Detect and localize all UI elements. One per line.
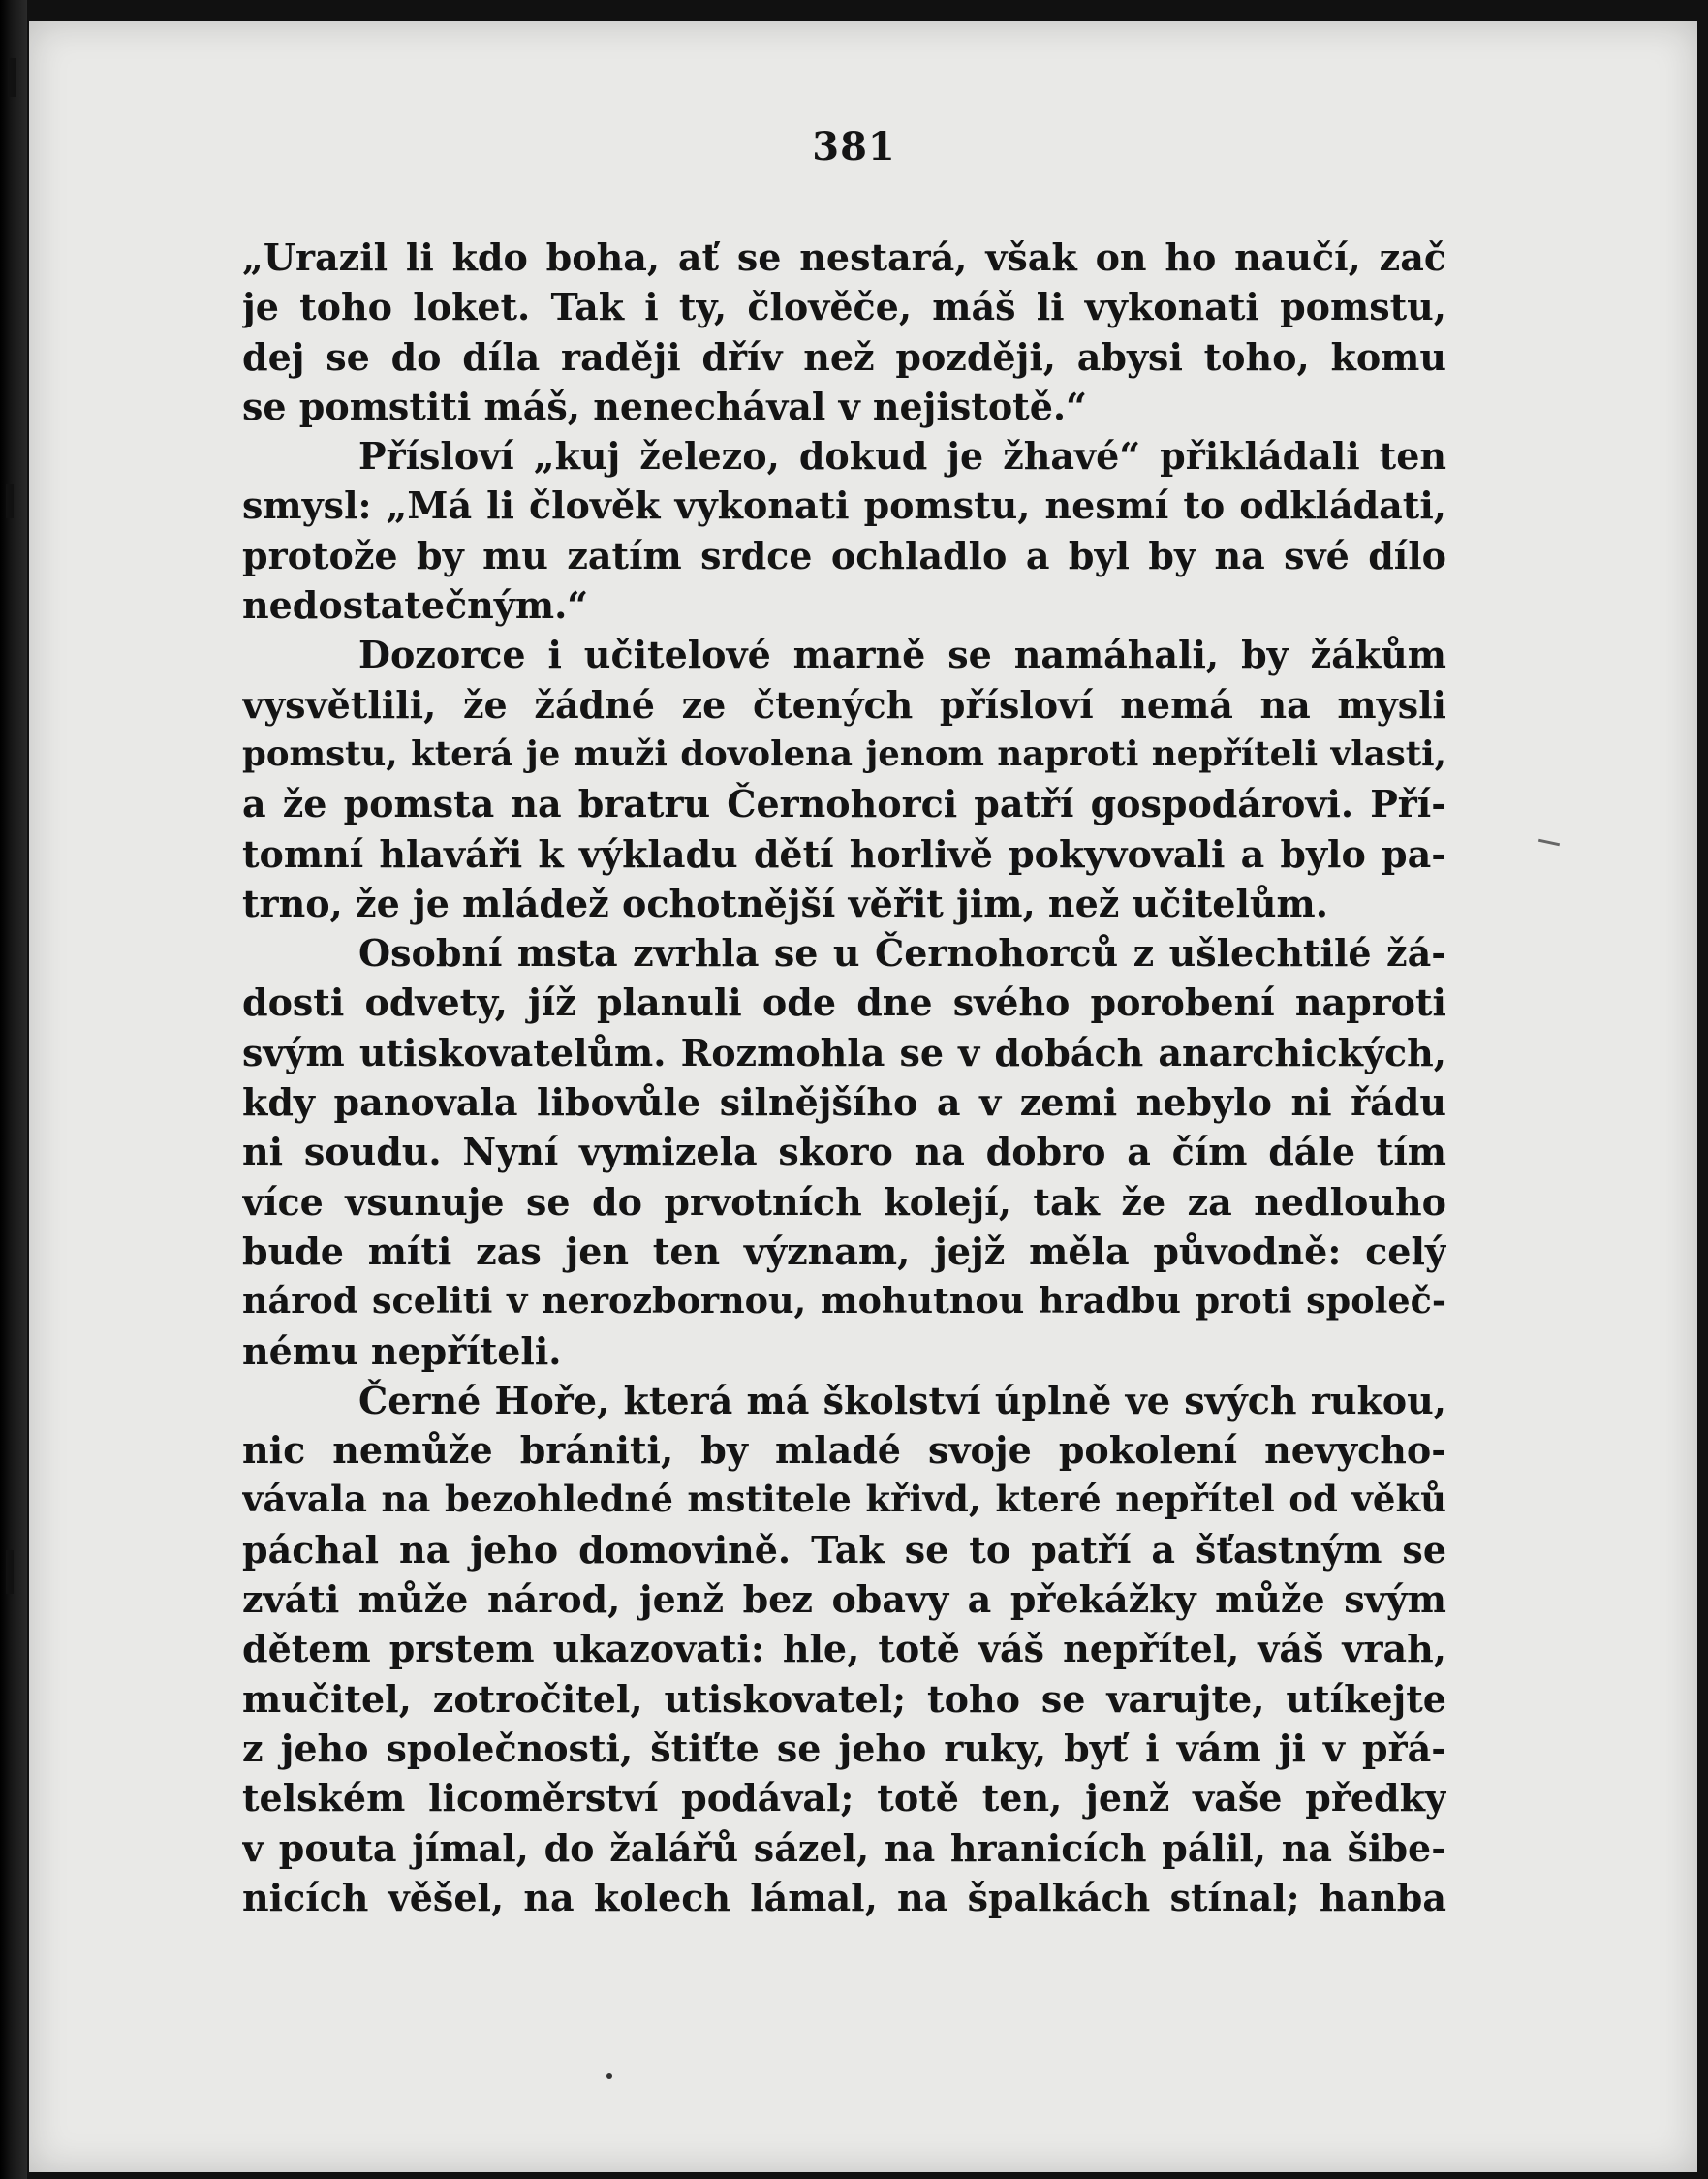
text-line: Dozorce i učitelové marně se namáhali, by žákům: [358, 633, 1446, 677]
text-line: nedostatečným.“: [242, 583, 589, 628]
text-line: dětem prstem ukazovati: hle, totě váš nepřítel, váš vrah,: [242, 1627, 1446, 1671]
text-line: vysvětlili, že žádné ze čtených přísloví nemá na mysli: [242, 682, 1446, 727]
text-line: zváti může národ, jenž bez obavy a překážky může svým: [242, 1577, 1446, 1622]
edge-mark: [8, 58, 16, 97]
edge-mark: [6, 484, 14, 518]
text-line: telském licoměrství podával; totě ten, jenž vaše předky: [242, 1776, 1446, 1821]
text-line: Černé Hoře, která má školství úplně ve svých rukou,: [358, 1378, 1446, 1422]
text-line: tomní hlaváři k výkladu dětí horlivě pokyvovali a bylo pa-: [242, 831, 1446, 876]
text-line: dosti odvety, jíž planuli ode dne svého porobení naproti: [242, 981, 1446, 1025]
text-line: se pomstiti máš, nenechával v nejistotě.“: [242, 384, 1087, 428]
text-line: a že pomsta na bratru Černohorci patří gospodárovi. Pří-: [242, 782, 1446, 826]
text-line: více vsunuje se do prvotních kolejí, tak že za nedlouho: [242, 1179, 1446, 1224]
ink-speck: [606, 2073, 612, 2079]
text-line: z jeho společnosti, štiťte se jeho ruky, byť i vám ji v přá-: [242, 1726, 1446, 1770]
text-line: bude míti zas jen ten význam, jejž měla původně: celý: [242, 1229, 1446, 1273]
text-line: v pouta jímal, do žalářů sázel, na hranicích pálil, na šibe-: [242, 1825, 1446, 1870]
edge-mark: [6, 1550, 14, 1594]
text-line: je toho loket. Tak i ty, člověče, máš li vykonati pomstu,: [242, 285, 1446, 329]
text-line: trno, že je mládež ochotnější věřit jim, než učitelům.: [242, 881, 1328, 925]
text-line: kdy panovala libovůle silnějšího a v zemi nebylo ni řádu: [242, 1080, 1446, 1125]
text-line: Osobní msta zvrhla se u Černohorců z ušlechtilé žá-: [358, 931, 1446, 976]
text-line: ni soudu. Nyní vymizela skoro na dobro a čím dále tím: [242, 1130, 1446, 1174]
text-line: Přísloví „kuj železo, dokud je žhavé“ přikládali ten: [358, 434, 1446, 479]
text-line: páchal na jeho domovině. Tak se to patří a šťastným se: [242, 1527, 1446, 1572]
text-line: nému nepříteli.: [242, 1328, 562, 1373]
text-line: nicích věšel, na kolech lámal, na špalkách stínal; hanba: [242, 1875, 1446, 1919]
text-line: „Urazil li kdo boha, ať se nestará, však on ho naučí, zač: [242, 235, 1446, 279]
text-line: vávala na bezohledné mstitele křivd, které nepřítel od věků: [242, 1478, 1446, 1521]
text-line: pomstu, která je muži dovolena jenom naproti nepříteli vlasti,: [242, 733, 1446, 774]
text-line: smysl: „Má li člověk vykonati pomstu, nesmí to odkládati,: [242, 483, 1446, 528]
text-line: mučitel, zotročitel, utiskovatel; toho se varujte, utíkejte: [242, 1676, 1446, 1721]
page-number: 381: [812, 124, 896, 170]
text-line: nic nemůže brániti, by mladé svoje pokolení nevycho-: [242, 1428, 1446, 1473]
binding-shadow: [0, 0, 27, 2179]
text-line: národ sceliti v nerozbornou, mohutnou hradbu proti společ-: [242, 1280, 1446, 1323]
text-line: protože by mu zatím srdce ochladlo a byl by na své dílo: [242, 533, 1446, 577]
body-text: [242, 233, 1446, 1938]
text-line: svým utiskovatelům. Rozmohla se v dobách anarchických,: [242, 1030, 1446, 1074]
text-line: dej se do díla raději dřív než později, abysi toho, komu: [242, 334, 1446, 379]
